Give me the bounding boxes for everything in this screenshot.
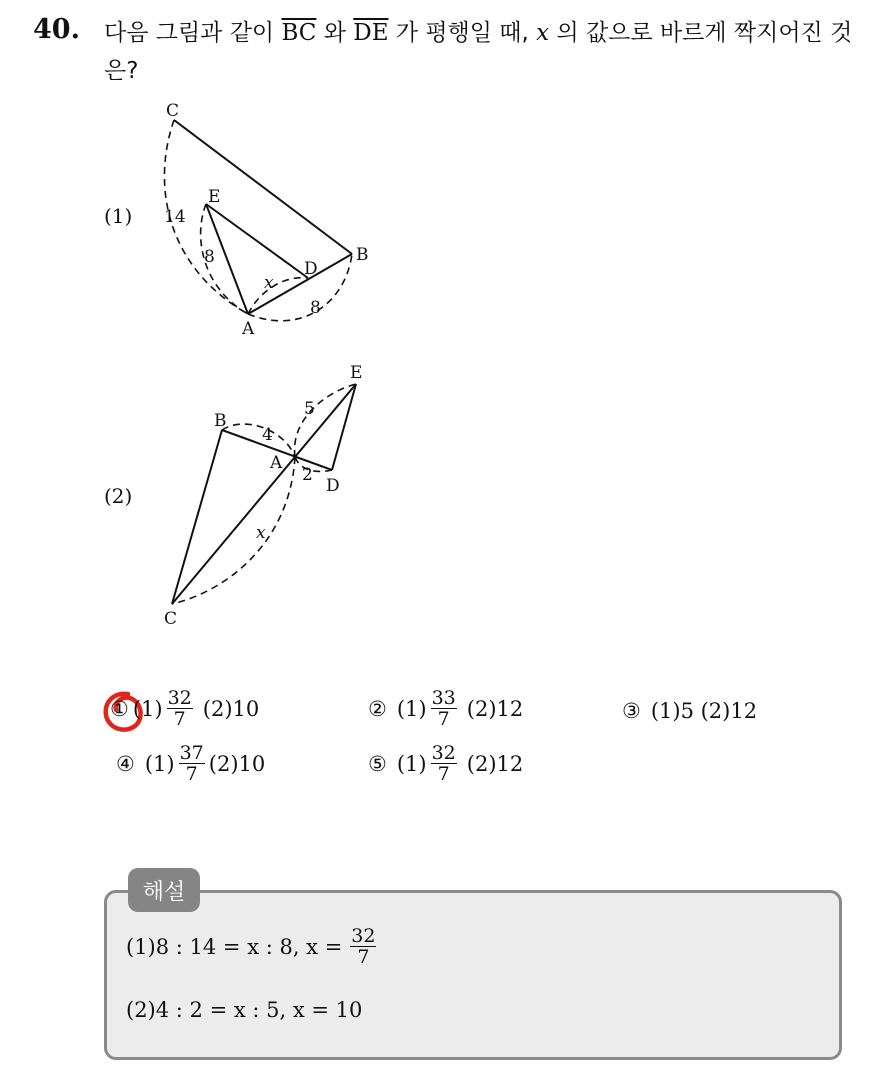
explanation-tab: 해설 [128,868,200,912]
question-text-mid1: 와 [323,20,346,46]
explanation-box [104,890,842,1060]
point-b-1: B [356,245,369,265]
choice-5-symbol: ⑤ [368,751,387,776]
choice-4[interactable] [116,743,265,784]
choice-2-fraction: $\frac{33}{7}$ [431,687,456,730]
choice-3-text: (1)5 (2)12 [650,699,758,723]
choice-3[interactable] [622,699,757,723]
choice-2[interactable] [368,688,523,729]
question-number: 40. [33,14,80,45]
segment-de: $\overline{DE}$ [353,20,389,46]
length-ac-2: x [256,523,266,543]
point-c-2: C [164,609,178,629]
choice-5-fraction: $\frac{32}{7}$ [431,742,456,785]
explanation-line-1 [126,926,380,967]
choice-5[interactable] [368,743,523,784]
point-e-1: E [208,187,221,207]
choice-4-symbol: ④ [116,751,135,776]
choice-5-part1: (1) [396,751,427,776]
explanation-line-1-text: (1)8 : 14 = x : 8, x = [126,934,343,959]
length-ad-1: x [264,273,274,293]
choice-1-fraction: $\frac{32}{7}$ [167,687,192,730]
choice-1[interactable] [110,688,259,729]
choice-1-part1: (1) [132,696,163,721]
question-text-post: 의 값으로 바르게 짝지어진 것은? [104,20,853,84]
point-b-2: B [214,411,227,431]
variable-x: x [536,20,550,46]
length-ab-2: 4 [262,425,273,445]
choice-2-symbol: ② [368,696,387,721]
choice-4-fraction: $\frac{37}{7}$ [179,742,204,785]
choice-2-part1: (1) [396,696,427,721]
length-ab-1: 8 [310,298,321,318]
point-c-1: C [166,101,180,121]
segment-ed [206,204,308,278]
question-text-pre: 다음 그림과 같이 [104,20,275,46]
length-ad-2: 2 [302,465,313,485]
figure-1-label: (1) [104,204,133,228]
segment-bc: $\overline{BC}$ [281,20,317,46]
figure-2-label: (2) [104,484,133,508]
point-d-1: D [304,259,318,279]
point-d-2: D [326,476,340,496]
length-ac-1: 14 [164,207,186,227]
explanation-line-1-fraction: $\frac{32}{7}$ [351,925,376,968]
length-ae-1: 8 [204,247,215,267]
segment-cb-2 [172,430,222,604]
choice-2-part2: (2)12 [466,696,524,721]
figure-1 [164,120,352,321]
question-text-mid2: 가 평행일 때, [395,20,529,46]
length-ae-2: 5 [304,399,315,419]
point-a-1: A [242,319,255,339]
choice-1-symbol: ① [110,696,129,721]
explanation-line-2: (2)4 : 2 = x : 5, x = 10 [126,998,363,1022]
choice-4-part2: (2)10 [208,751,266,776]
choice-3-symbol: ③ [622,699,641,723]
choice-5-part2: (2)12 [466,751,524,776]
choice-1-part2: (2)10 [202,696,260,721]
choice-4-part1: (1) [144,751,175,776]
point-a-2: A [270,453,283,473]
point-e-2: E [350,363,363,383]
